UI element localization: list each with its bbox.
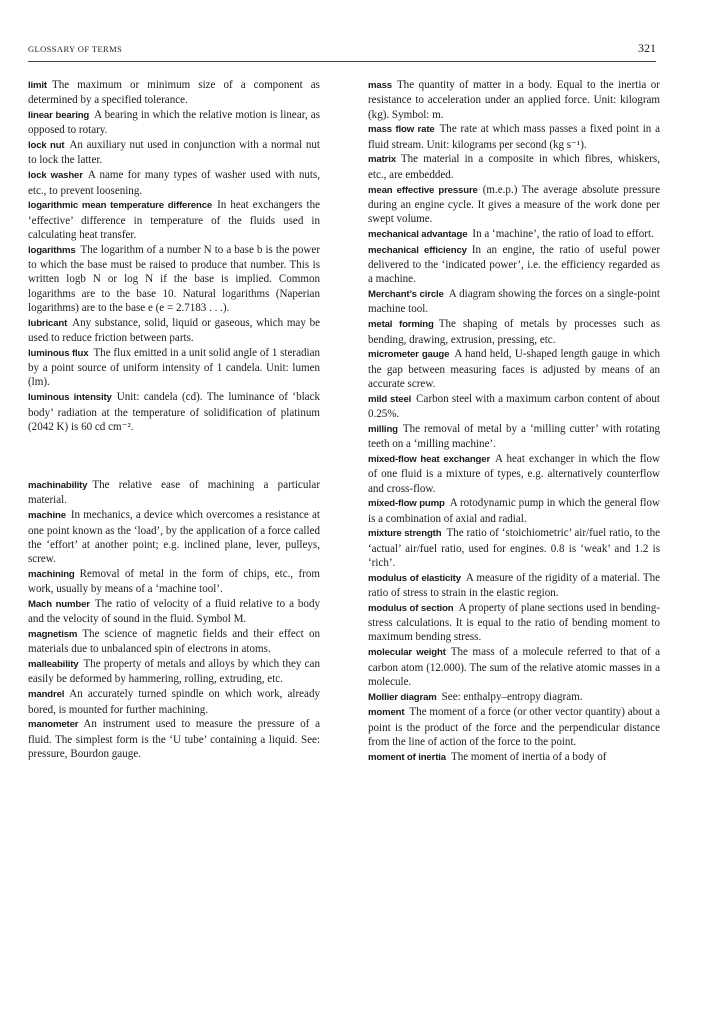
glossary-definition: An instrument used to measure the pressure of a fluid. The simplest form is the ‘U tube’ containing a liquid. See: pressure, Bourdon gauge. — [28, 718, 320, 760]
running-header: GLOSSARY OF TERMS — [28, 44, 123, 54]
glossary-entry — [28, 198, 320, 242]
glossary-term: mechanical efficiency — [368, 244, 467, 256]
glossary-term: manometer — [28, 719, 79, 731]
glossary-entry — [368, 347, 660, 391]
glossary-term: Mach number — [28, 599, 90, 610]
glossary-term: limit — [28, 80, 47, 91]
glossary-entry — [368, 422, 660, 452]
glossary-definition: The shaping of metals by processes such as bending, drawing, extrusion, pressing, etc. — [368, 318, 660, 346]
glossary-definition: The removal of metal by a ‘milling cutter’ with rotating teeth on a ‘milling machine’. — [368, 422, 660, 451]
glossary-entry — [368, 705, 660, 749]
glossary-definition: Any substance, solid, liquid or gaseous, which may be used to reduce friction between parts. — [28, 316, 320, 345]
glossary-term: linear bearing — [28, 110, 90, 122]
glossary-entry — [368, 690, 660, 705]
glossary-definition: The flux emitted in a unit solid angle of 1 steradian by a point source of uniform intensity of 1 candela. Unit: lumen (lm). — [28, 346, 320, 389]
glossary-term: logarithmic mean temperature difference — [28, 200, 213, 212]
glossary-definition: Removal of metal in the form of chips, etc., from work, usually by means of a ‘machine tool’. — [28, 567, 320, 596]
glossary-term: moment — [368, 707, 405, 719]
right-column — [368, 78, 660, 765]
glossary-term: luminous intensity — [28, 392, 112, 404]
glossary-definition: The moment of inertia of a body of — [450, 750, 607, 763]
glossary-definition: The ratio of ‘stoichiometric’ air/fuel ratio, to the ‘actual’ air/fuel ratio, used for engines. 0.8 is ‘weak’ and 1.2 is ‘rich’. — [368, 527, 661, 569]
glossary-definition: See: enthalpy–entropy diagram. — [441, 690, 583, 703]
section-gap — [28, 434, 320, 478]
glossary-definition: The quantity of matter in a body. Equal to the inertia or resistance to acceleration under an applied force. Unit: kilogram (kg). Symbol: m. — [368, 79, 660, 121]
glossary-term: magnetism — [28, 629, 78, 641]
header-rule — [28, 61, 656, 62]
glossary-term: mixed-flow pump — [368, 498, 445, 510]
glossary-definition: A name for many types of washer used with nuts, etc., to prevent loosening. — [28, 169, 320, 197]
glossary-entry — [28, 687, 320, 717]
glossary-entry — [28, 243, 320, 315]
glossary-term: micrometer gauge — [368, 349, 450, 361]
glossary-entry — [28, 597, 320, 627]
glossary-entry — [368, 526, 660, 570]
glossary-entry — [28, 657, 320, 687]
glossary-definition: The property of metals and alloys by which they can easily be deformed by hammering, rolling, extruding, etc. — [28, 658, 320, 686]
glossary-entry — [28, 478, 320, 508]
glossary-definition: The moment of a force (or other vector quantity) about a point is the product of the force and the perpendicular distance from the line of action of the force to the point. — [368, 706, 660, 749]
glossary-entry — [28, 717, 320, 761]
glossary-term: mass flow rate — [368, 124, 435, 136]
glossary-entry — [28, 346, 320, 390]
glossary-term: machining — [28, 568, 75, 580]
glossary-term: matrix — [368, 154, 396, 166]
glossary-entry — [28, 108, 320, 138]
glossary-term: logarithms — [28, 244, 76, 256]
glossary-term: modulus of section — [368, 602, 454, 614]
glossary-definition: Unit: candela (cd). The luminance of ‘black body’ radiation at the temperature of solidification of platinum (2042 K) is 60 cd cm⁻². — [28, 391, 320, 433]
glossary-entry — [368, 452, 660, 496]
glossary-definition: A rotodynamic pump in which the general flow is a combination of axial and radial. — [368, 497, 660, 525]
glossary-definition: Carbon steel with a maximum carbon content of about 0.25%. — [368, 392, 660, 421]
glossary-entry — [368, 243, 660, 287]
glossary-term: lock nut — [28, 140, 65, 152]
glossary-definition: A hand held, U-shaped length gauge in which the gap between measuring faces is adjusted by means of an accurate screw. — [368, 348, 660, 390]
glossary-entry — [28, 78, 320, 108]
glossary-entry — [368, 750, 660, 765]
glossary-entry — [28, 627, 320, 657]
glossary-entry — [368, 496, 660, 526]
glossary-entry — [28, 316, 320, 346]
glossary-term: moment of inertia — [368, 751, 446, 763]
glossary-term: mechanical advantage — [368, 228, 468, 240]
glossary-entry — [368, 152, 660, 182]
glossary-definition: In an engine, the ratio of useful power delivered to the ‘indicated power’, i.e. the efficiency regarded as a machine. — [368, 243, 660, 286]
glossary-definition: A property of plane sections used in bending-stress calculations. It is equal to the ratio of bending moment to maximum bending stress. — [368, 601, 661, 644]
glossary-term: machine — [28, 510, 66, 522]
glossary-entry — [368, 645, 660, 689]
glossary-entry — [368, 392, 660, 422]
glossary-definition: An auxiliary nut used in conjunction with a normal nut to lock the latter. — [28, 139, 320, 167]
glossary-definition: The rate at which mass passes a fixed point in a fluid stream. Unit: kilograms per second (kg s⁻¹). — [368, 123, 660, 151]
glossary-entry — [368, 571, 660, 601]
glossary-term: luminous flux — [28, 347, 89, 359]
glossary-definition: The logarithm of a number N to a base b is the power to which the base must be raised to produce that number. This is written logb N or log N if the base is implied. Common logarithms are to the base 10. Natural logarithms (Naperian logarithms) are to the base e (e = 2.7183 . . .). — [28, 243, 320, 314]
glossary-entry — [28, 567, 320, 597]
glossary-entry — [368, 601, 660, 645]
glossary-entry — [368, 122, 660, 152]
page-number: 321 — [638, 41, 656, 55]
glossary-definition: A measure of the rigidity of a material. The ratio of stress to strain in the elastic region. — [368, 571, 660, 600]
glossary-definition: In mechanics, a device which overcomes a resistance at one point known as the ‘load’, by the application of a force called the ‘effort’ at another point; e.g. inclined plane, lever, pulleys, screw. — [28, 509, 320, 566]
glossary-definition: In a ‘machine’, the ratio of load to effort. — [472, 227, 654, 240]
glossary-term: mixed-flow heat exchanger — [368, 453, 491, 465]
glossary-definition: The mass of a molecule referred to that of a carbon atom (12.000). The sum of the relative atomic masses in a molecule. — [368, 646, 660, 688]
glossary-term: mixture strength — [368, 528, 442, 540]
glossary-term: mass — [368, 80, 392, 91]
glossary-term: mean effective pressure — [368, 184, 478, 196]
glossary-entry — [28, 168, 320, 198]
glossary-term: mandrel — [28, 689, 65, 701]
glossary-definition: A bearing in which the relative motion is linear, as opposed to rotary. — [28, 109, 321, 137]
glossary-entry — [368, 317, 660, 347]
glossary-entry — [368, 227, 660, 242]
glossary-term: metal forming — [368, 319, 434, 331]
glossary-definition: (m.e.p.) The average absolute pressure during an engine cycle. It gives a measure of the work done per swept volume. — [368, 183, 660, 226]
glossary-entry — [28, 138, 320, 168]
glossary-entry — [28, 508, 320, 566]
glossary-term: lock washer — [28, 170, 83, 182]
glossary-definition: A diagram showing the forces on a single-point machine tool. — [368, 288, 660, 316]
glossary-definition: The ratio of velocity of a fluid relative to a body and the velocity of sound in the fluid. Symbol M. — [28, 598, 320, 626]
glossary-term: milling — [368, 423, 398, 435]
glossary-term: machinability — [28, 480, 88, 492]
glossary-entry — [368, 287, 660, 317]
glossary-term: modulus of elasticity — [368, 572, 461, 584]
glossary-entry — [28, 390, 320, 434]
glossary-definition: In heat exchangers the ‘effective’ difference in temperature of the fluids used in calculating heat transfer. — [28, 199, 320, 241]
glossary-term: malleability — [28, 659, 79, 671]
glossary-term: lubricant — [28, 317, 68, 329]
glossary-term: molecular weight — [368, 647, 446, 659]
glossary-definition: The science of magnetic fields and their effect on materials due to unbalanced spin of electrons in atoms. — [28, 628, 320, 656]
glossary-entry — [368, 183, 660, 227]
glossary-definition: The material in a composite in which fibres, whiskers, etc., are embedded. — [368, 153, 660, 181]
glossary-term: Mollier diagram — [368, 691, 437, 703]
glossary-definition: The maximum or minimum size of a component as determined by a specified tolerance. — [28, 79, 320, 107]
glossary-definition: An accurately turned spindle on which work, already bored, is mounted for further machining. — [28, 688, 320, 716]
glossary-term: Merchant’s circle — [368, 289, 444, 301]
left-column — [28, 78, 320, 761]
glossary-entry — [368, 78, 660, 122]
glossary-definition: The relative ease of machining a particular material. — [28, 479, 320, 507]
glossary-term: mild steel — [368, 393, 412, 405]
glossary-definition: A heat exchanger in which the flow of one fluid is a mixture of types, e.g. alternatively counterflow and cross-flow. — [368, 452, 661, 495]
